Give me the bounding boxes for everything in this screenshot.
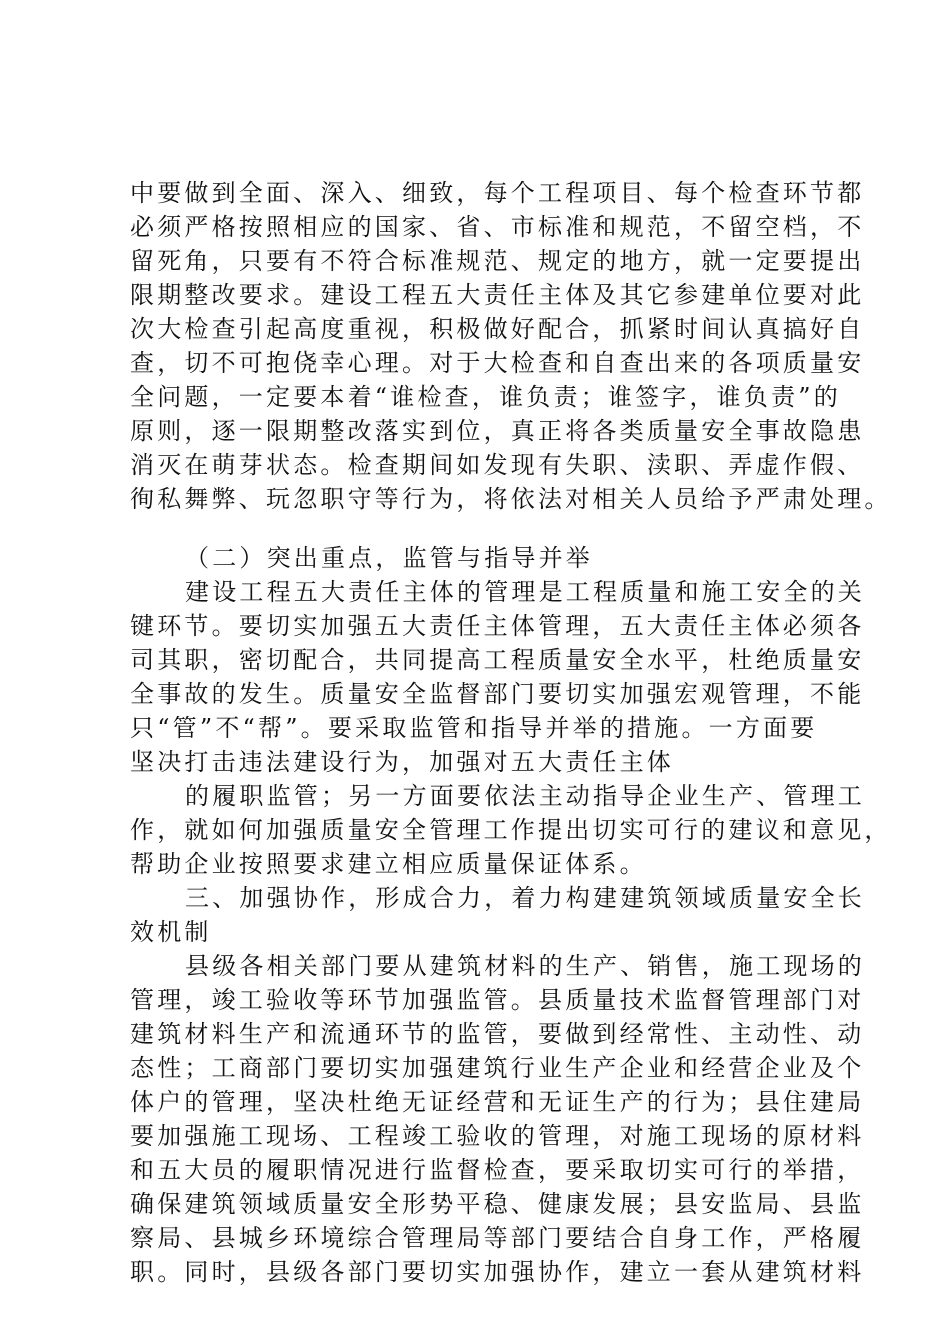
text-line: 限期整改要求。建设工程五大责任主体及其它参建单位要对此 (130, 281, 865, 309)
text-line: 县级各相关部门要从建筑材料的生产、销售，施工现场的 (185, 952, 865, 980)
text-line: 建设工程五大责任主体的管理是工程质量和施工安全的关 (185, 578, 865, 606)
text-line: 原则，逐一限期整改落实到位，真正将各类质量安全事故隐患 (130, 417, 865, 445)
text-line: 键环节。要切实加强五大责任主体管理，五大责任主体必须各 (130, 612, 865, 640)
section-heading-continued: 效机制 (130, 918, 212, 946)
text-line: 留死角，只要有不符合标准规范、规定的地方，就一定要提出 (130, 247, 865, 275)
text-line: 徇私舞弊、玩忽职守等行为，将依法对相关人员给予严肃处理。 (130, 485, 892, 513)
text-line: 的履职监管；另一方面要依法主动指导企业生产、管理工 (185, 782, 865, 810)
text-line: 体户的管理，坚决杜绝无证经营和无证生产的行为；县住建局 (130, 1088, 865, 1116)
text-line: 全事故的发生。质量安全监督部门要切实加强宏观管理，不能 (130, 680, 865, 708)
text-line: 建筑材料生产和流通环节的监管，要做到经常性、主动性、动 (130, 1020, 865, 1048)
section-heading: （二）突出重点，监管与指导并举 (185, 544, 593, 572)
text-line: 态性；工商部门要切实加强建筑行业生产企业和经营企业及个 (130, 1054, 865, 1082)
text-line: 查，切不可抱侥幸心理。对于大检查和自查出来的各项质量安 (130, 349, 865, 377)
text-line: 次大检查引起高度重视，积极做好配合，抓紧时间认真搞好自 (130, 315, 865, 343)
text-line: 司其职，密切配合，共同提高工程质量安全水平，杜绝质量安 (130, 646, 865, 674)
text-line: 帮助企业按照要求建立相应质量保证体系。 (130, 850, 647, 878)
text-line: 消灭在萌芽状态。检查期间如发现有失职、渎职、弄虚作假、 (130, 451, 865, 479)
text-line: 只“管”不“帮”。要采取监管和指导并举的措施。一方面要 (130, 714, 818, 742)
text-line: 职。同时，县级各部门要切实加强协作，建立一套从建筑材料 (130, 1258, 865, 1286)
text-line: 要加强施工现场、工程竣工验收的管理，对施工现场的原材料 (130, 1122, 865, 1150)
text-line: 确保建筑领域质量安全形势平稳、健康发展；县安监局、县监 (130, 1190, 865, 1218)
text-line: 和五大员的履职情况进行监督检查，要采取切实可行的举措， (130, 1156, 865, 1184)
text-line: 必须严格按照相应的国家、省、市标准和规范，不留空档，不 (130, 213, 865, 241)
text-line: 中要做到全面、深入、细致，每个工程项目、每个检查环节都 (130, 179, 865, 207)
text-line: 全问题，一定要本着“谁检查，谁负责；谁签字，谁负责”的 (130, 383, 841, 411)
text-line: 坚决打击违法建设行为，加强对五大责任主体 (130, 748, 674, 776)
text-line: 察局、县城乡环境综合管理局等部门要结合自身工作，严格履 (130, 1224, 865, 1252)
text-line: 管理，竣工验收等环节加强监管。县质量技术监督管理部门对 (130, 986, 865, 1014)
text-line: 作，就如何加强质量安全管理工作提出切实可行的建议和意见， (130, 816, 892, 844)
section-heading: 三、加强协作，形成合力，着力构建建筑领域质量安全长 (185, 884, 865, 912)
